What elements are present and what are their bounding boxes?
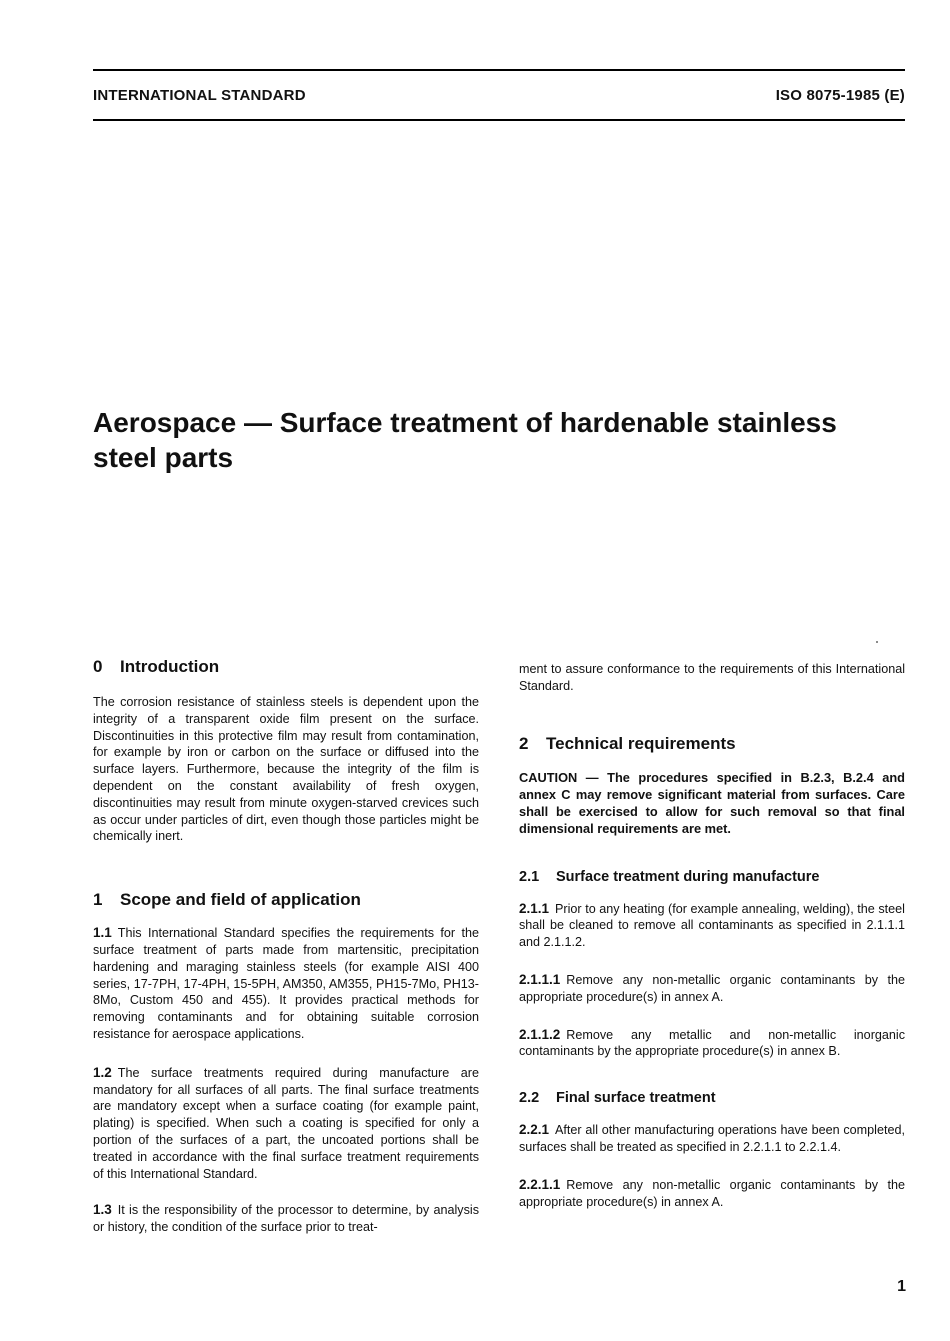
standard-number: ISO 8075-1985 (E) (775, 87, 905, 104)
clause-1-1 (93, 925, 479, 1043)
section-2-heading (519, 733, 905, 755)
clause-1-3-text: It is the responsibility of the processor to determine, by analysis or history, the condition of the surface prior to treat- (93, 1203, 479, 1235)
page-title (93, 405, 893, 475)
document-type: INTERNATIONAL STANDARD (93, 87, 306, 104)
right-column (519, 656, 905, 1210)
section-0-heading (93, 656, 479, 678)
caution-label: CAUTION — (519, 769, 599, 785)
section-2-number: 2 (519, 733, 529, 753)
subsection-2-2-title: Final surface treatment (556, 1090, 716, 1107)
clause-2-1-1-number: 2.1.1 (519, 900, 550, 916)
header-top-rule (93, 69, 905, 71)
title-line-2: steel parts (93, 442, 234, 473)
clause-1-1-number: 1.1 (93, 925, 112, 941)
clause-2-1-1-text: Prior to any heating (for example annealing, welding), the steel shall be cleaned to remove all contaminants as specified in 2.1.1.1 and 2.1.1.2. (519, 901, 905, 950)
clause-1-3-continued: ment to assure conformance to the requirements of this International Standard. (519, 662, 905, 693)
clause-2-2-1-number: 2.2.1 (519, 1122, 550, 1138)
clause-1-2-number: 1.2 (93, 1064, 112, 1080)
subsection-2-2-number: 2.2 (519, 1090, 540, 1107)
clause-2-2-1-text: After all other manufacturing operations have been completed, surfaces shall be treated as specified in 2.2.1.1 to 2.2.1.4. (519, 1123, 905, 1154)
section-2-title: Technical requirements (546, 733, 736, 753)
subsection-2-1-number: 2.1 (519, 868, 540, 885)
title-line-1: Aerospace — Surface treatment of hardenable stainless (93, 407, 837, 438)
clause-1-3 (93, 1202, 479, 1236)
clause-1-2-text: The surface treatments required during manufacture are mandatory for all surfaces of all parts. The final surface treatments are mandatory except when a surface coating (for example paint, plating) is specified. When such a coating is specified for only a portion of the surfaces of a part, the uncoated portions shall be treated in accordance with the final surface treatment requirements of this International Standard. (93, 1065, 479, 1181)
clause-2-1-1 (519, 901, 905, 951)
scan-speck (876, 641, 878, 643)
caution-note (519, 769, 905, 837)
clause-2-1-1-1-text: Remove any non-metallic organic contaminants by the appropriate procedure(s) in annex A. (519, 972, 905, 1004)
clause-2-1-1-2-number: 2.1.1.2 (519, 1026, 561, 1042)
subsection-2-1-title: Surface treatment during manufacture (556, 868, 820, 885)
section-1-number: 1 (93, 890, 103, 910)
clause-1-2 (93, 1065, 479, 1183)
section-0-number: 0 (93, 657, 103, 676)
subsection-2-2-heading (519, 1088, 905, 1108)
caution-text: The procedures specified in B.2.3, B.2.4 and annex C may remove significant material from surfaces. Care shall be exercised to allow for such removal so that final dimensional requirements are met. (519, 769, 905, 836)
clause-2-2-1-1-text: Remove any non-metallic organic contaminants by the appropriate procedure(s) in annex A. (519, 1177, 905, 1209)
page-number: 1 (897, 1278, 906, 1295)
clause-2-1-1-2 (519, 1027, 905, 1061)
header-bottom-rule (93, 119, 905, 121)
clause-2-1-1-1 (519, 972, 905, 1006)
section-1-title: Scope and field of application (120, 890, 361, 910)
section-1-heading (93, 889, 479, 911)
clause-2-2-1 (519, 1122, 905, 1156)
subsection-2-1-heading (519, 867, 905, 887)
clause-2-1-1-1-number: 2.1.1.1 (519, 971, 561, 987)
clause-1-3-number: 1.3 (93, 1202, 112, 1218)
section-0-title: Introduction (120, 657, 220, 676)
clause-2-2-1-1-number: 2.2.1.1 (519, 1176, 561, 1192)
clause-2-2-1-1 (519, 1177, 905, 1211)
clause-1-1-text: This International Standard specifies the requirements for the surface treatment of parts made from martensitic, precipitation hardening and maraging stainless steels (for example AISI 400 series, 17-7PH, 17-4PH, 15-5PH, AM350, AM355, PH15-7Mo, PH13-8Mo, Custom 450 and 455). It provides practical methods for removing contaminants and for obtaining suitable corrosion resistance for aerospace applications. (93, 926, 479, 1041)
intro-paragraph: The corrosion resistance of stainless steels is dependent upon the integrity of a transparent oxide film present on the surface. Discontinuities in this protective film may result from contamination, for example by iron or carbon on the surface or diffused into the surface layers. Furthermore, because the integrity of the film is dependent on the constant availability of fresh oxygen, discontinuities may result from minute oxygen-starved crevices such as occur under particles of dirt, even though those particles might be chemically inert. (93, 695, 479, 844)
left-column (93, 656, 479, 1236)
clause-2-1-1-2-text: Remove any metallic and non-metallic inorganic contaminants by the appropriate procedure(s) in annex B. (519, 1027, 905, 1059)
